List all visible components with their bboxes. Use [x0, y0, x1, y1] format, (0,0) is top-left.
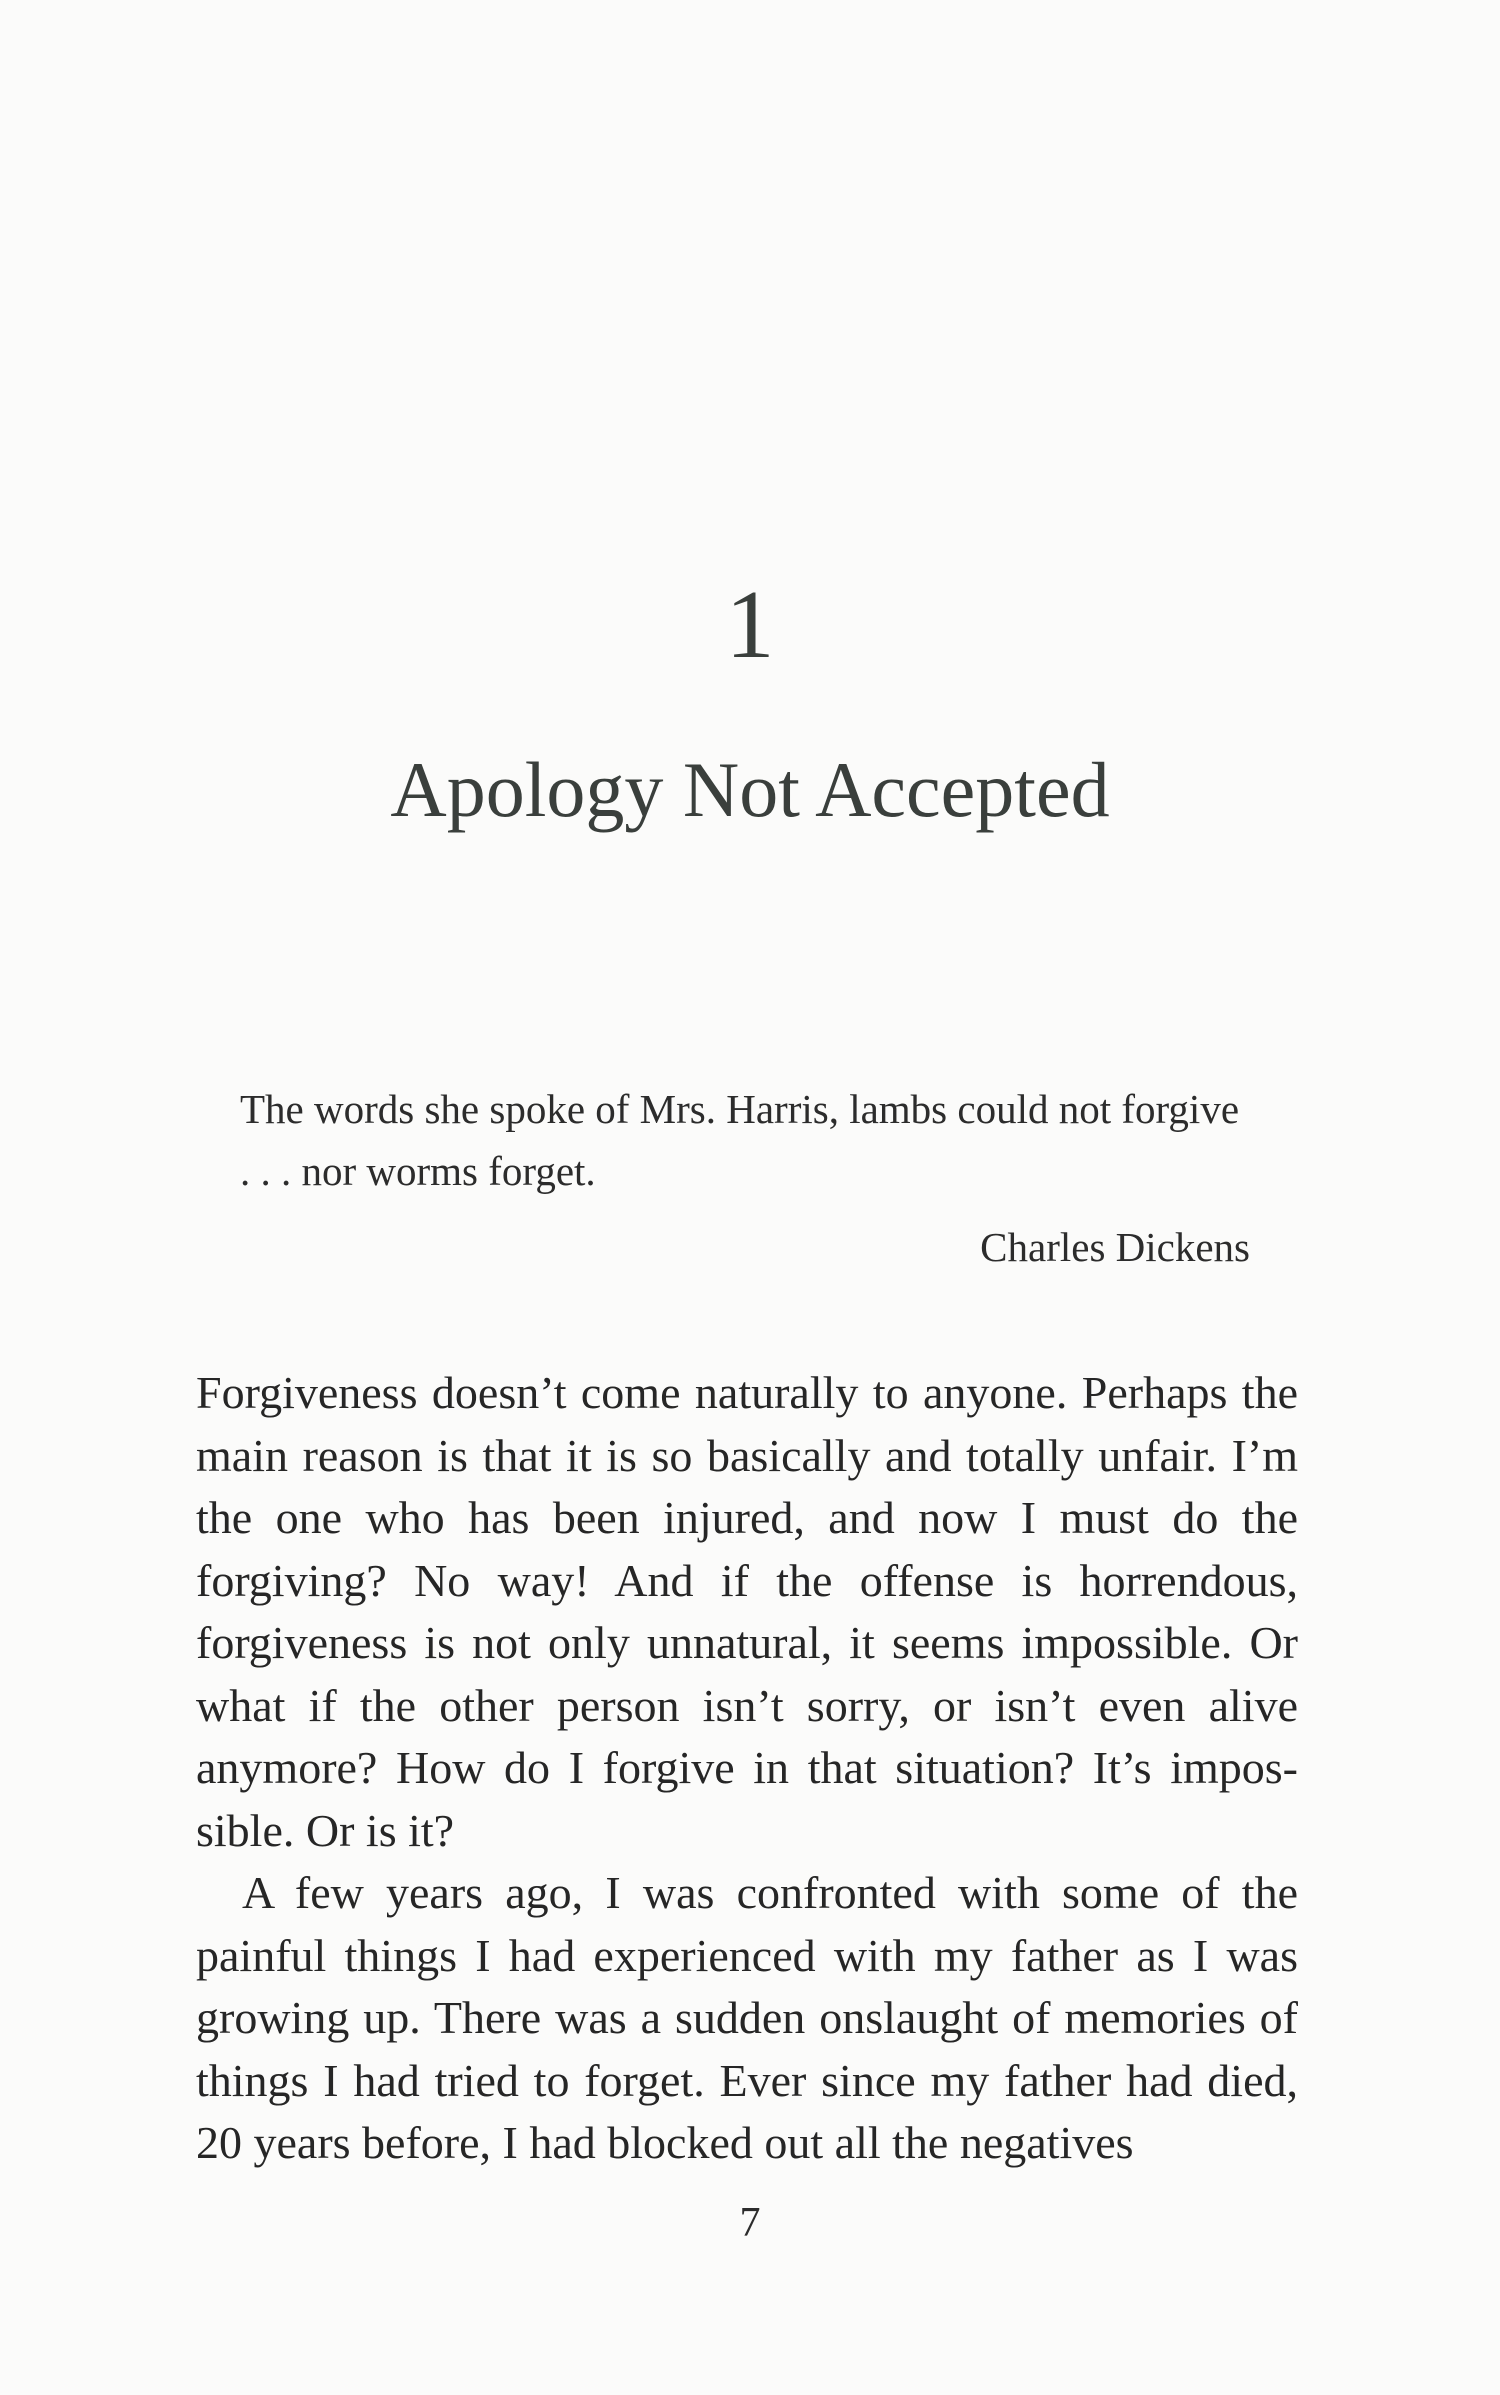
chapter-number: 1 — [725, 571, 775, 679]
epigraph-attribution: Charles Dickens — [980, 1224, 1250, 1270]
paragraph: Forgiveness doesn’t come naturally to anyone. Perhaps the main reason is that it is so basically and totally unfair. I’m the one who has been injured, and now I must do the forgiving? No way! And if the offense is horrendous, forgiveness is not only unnatural, it seems impossible. Or what if the other person isn’t sorry, or isn’t even alive anymore? How do I forgive in that situation? It’s impossible. Or is it? — [196, 1367, 1298, 1856]
epigraph-quote: The words she spoke of Mrs. Harris, lambs could not forgive . . . nor worms forget. — [240, 1086, 1240, 1194]
body-text — [196, 1362, 1298, 2175]
chapter-title: Apology Not Accepted — [390, 746, 1110, 833]
epigraph — [240, 1078, 1250, 1278]
page-number: 7 — [739, 2200, 761, 2246]
paragraph: A few years ago, I was confronted with some of the painful things I had experienced with my father as I was growing up. There was a sudden onslaught of memories of things I had tried to forget. Ever since my father had died, 20 years before, I had blocked out all the negatives — [196, 1867, 1298, 2168]
